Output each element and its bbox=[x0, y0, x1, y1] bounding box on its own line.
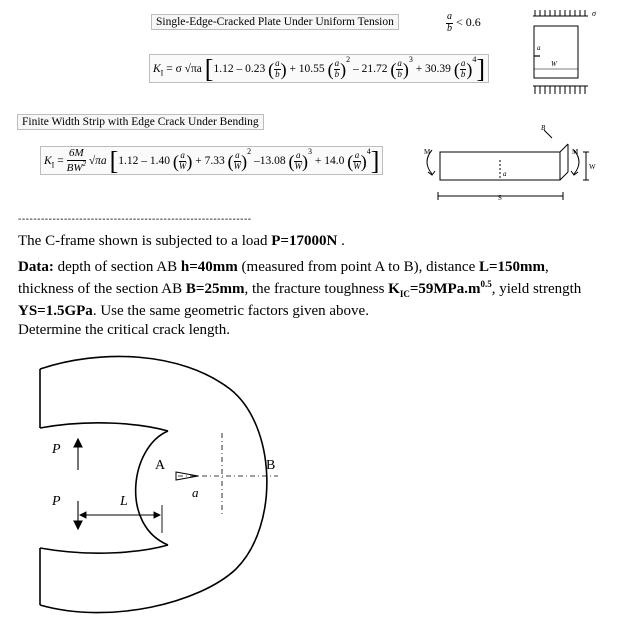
svg-text:a: a bbox=[503, 170, 507, 178]
svg-text:S: S bbox=[498, 194, 502, 202]
section2-title: Finite Width Strip with Edge Crack Under Bending bbox=[17, 114, 264, 130]
label-crack-a: a bbox=[192, 485, 199, 500]
section2-formula: $K_I$ = $\frac{6M}{BW^2}$ √πa [1.12 – 1.40 ( $\frac{a}{W}$ ) + 7.33 ( $\frac{a}{W}$ )$^2$ –13.08 ( $\frac{a}{W}$ )$^3$ + 14.0 ( $\frac{a}{W}$ )$^4$] bbox=[40, 146, 383, 175]
label-a-point: A bbox=[155, 458, 166, 473]
label-distance-l: L bbox=[120, 494, 128, 509]
svg-text:σ: σ bbox=[592, 9, 596, 18]
problem-question: Determine the critical crack length. bbox=[18, 322, 230, 338]
label-p-bottom: P bbox=[52, 494, 61, 509]
svg-text:M: M bbox=[572, 148, 579, 156]
tension-arrows-top bbox=[535, 10, 585, 16]
label-b-point: B bbox=[266, 458, 276, 473]
svg-text:a: a bbox=[537, 44, 541, 52]
section1-formula: $K_I = \sigma$ √πa [1.12 – 0.23 ( $\frac{a}{b}$ ) + 10.55 ( $\frac{a}{b}$ )$^2$ – 21.72 ( $\frac{a}{b}$ )$^3$ + 30.39 ( $\frac{a}{b}$ )$^4$] bbox=[149, 54, 489, 83]
svg-text:B: B bbox=[541, 124, 546, 132]
section1-condition: $\frac{a}{b}$ < 0.6 bbox=[447, 11, 481, 34]
c-frame-outline bbox=[40, 356, 267, 612]
problem-data: Data: depth of section AB h=40mm (measured from point A to B), distance L=150mm, thickness of the section AB B=25mm, the fracture toughness $K_{IC}=59MPa.m^{0.5}$, yield strength YS=1.5GPa. Use the same geometric factors given above. bbox=[18, 259, 582, 319]
problem-intro: The C-frame shown is subjected to a load P=17000N . bbox=[18, 233, 345, 249]
plate-tension-figure bbox=[528, 6, 600, 106]
svg-text:W: W bbox=[551, 60, 557, 68]
c-frame-figure bbox=[30, 355, 300, 620]
svg-text:W: W bbox=[589, 163, 596, 171]
divider: ------------------------------------------------------------- bbox=[18, 214, 252, 225]
section1-title: Single-Edge-Cracked Plate Under Uniform Tension bbox=[151, 14, 399, 30]
strip-bending-figure bbox=[418, 120, 600, 208]
svg-text:M: M bbox=[424, 148, 431, 156]
label-p-top: P bbox=[52, 442, 61, 457]
